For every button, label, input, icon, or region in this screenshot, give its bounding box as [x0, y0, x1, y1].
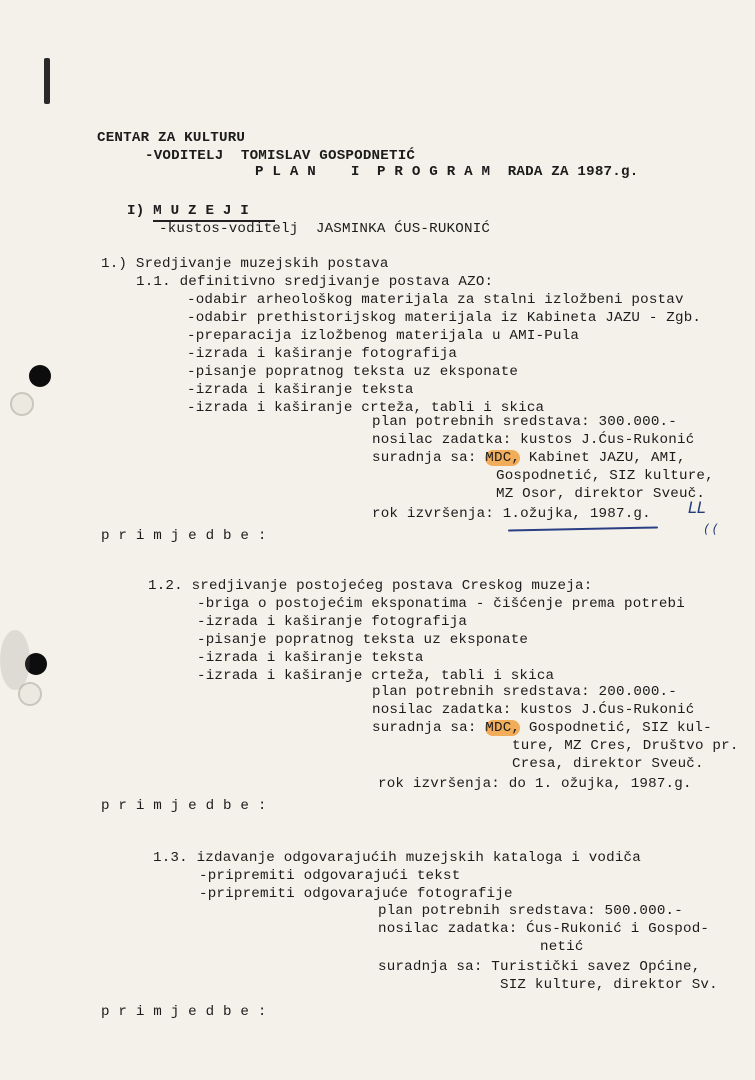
- handwritten-underline: [508, 526, 658, 531]
- subitem-title: 1.3. izdavanje odgovarajućih muzejskih kataloga i vodiča: [153, 850, 641, 866]
- budget-line: plan potrebnih sredstava: 200.000.-: [372, 684, 677, 700]
- remarks-label: p r i m j e d b e :: [101, 528, 267, 544]
- handwritten-mark: ( (: [704, 522, 718, 536]
- curator-line: -kustos-voditelj JASMINKA ĆUS-RUKONIĆ: [159, 221, 491, 237]
- task-line: -izrada i kaširanje teksta: [197, 650, 424, 666]
- punch-hole-shadow: [10, 392, 34, 416]
- remarks-label: p r i m j e d b e :: [101, 1004, 267, 1020]
- collab-line: suradnja sa: MDC, Gospodnetić, SIZ kul-: [372, 720, 712, 736]
- task-line: -preparacija izložbenog materijala u AMI-Pula: [187, 328, 580, 344]
- plan-title: P L A N I P R O G R A M RADA ZA 1987.g.: [255, 164, 639, 180]
- deadline-line: rok izvršenja: do 1. ožujka, 1987.g.: [378, 776, 692, 792]
- collab-line: Gospodnetić, SIZ kulture,: [496, 468, 714, 484]
- punch-hole: [29, 365, 51, 387]
- collab-line: suradnja sa: Turistički savez Općine,: [378, 959, 701, 975]
- task-line: -briga o postojećim eksponatima - čišćenje prema potrebi: [197, 596, 685, 612]
- mdc-highlight: MDC,: [485, 720, 521, 736]
- subitem-title: 1.1. definitivno sredjivanje postava AZO:: [136, 274, 494, 290]
- task-line: -izrada i kaširanje crteža, tabli i skica: [187, 400, 545, 416]
- collab-line: Cresa, direktor Sveuč.: [512, 756, 704, 772]
- task-line: -pripremiti odgovarajući tekst: [199, 868, 461, 884]
- collab-line: ture, MZ Cres, Društvo pr.: [512, 738, 739, 754]
- item-heading: 1.) Sredjivanje muzejskih postava: [101, 256, 389, 272]
- holder-line-cont: netić: [540, 939, 584, 955]
- org-name: CENTAR ZA KULTURU: [97, 130, 246, 146]
- task-line: -pisanje popratnog teksta uz eksponate: [197, 632, 529, 648]
- collab-line: suradnja sa: MDC, Kabinet JAZU, AMI,: [372, 450, 686, 466]
- holder-line: nosilac zadatka: Ćus-Rukonić i Gospod-: [378, 921, 710, 937]
- task-line: -izrada i kaširanje teksta: [187, 382, 414, 398]
- budget-line: plan potrebnih sredstava: 500.000.-: [378, 903, 683, 919]
- section-heading: I) M U Z E J I: [127, 203, 250, 219]
- deadline-line: rok izvršenja: 1.ožujka, 1987.g.: [372, 506, 651, 522]
- collab-line: MZ Osor, direktor Sveuč.: [496, 486, 706, 502]
- page-number-mark: [44, 58, 50, 104]
- subitem-title: 1.2. sredjivanje postojećeg postava Creskog muzeja:: [148, 578, 593, 594]
- task-line: -odabir prethistorijskog materijala iz Kabineta JAZU - Zgb.: [187, 310, 702, 326]
- mdc-highlight: MDC,: [485, 450, 521, 466]
- collab-line: SIZ kulture, direktor Sv.: [500, 977, 718, 993]
- handwritten-check: LL: [688, 498, 706, 517]
- task-line: -odabir arheološkog materijala za stalni izložbeni postav: [187, 292, 684, 308]
- section-title: M U Z E J I: [153, 203, 250, 219]
- paper-smudge: [0, 630, 30, 690]
- director-line: -VODITELJ TOMISLAV GOSPODNETIĆ: [145, 148, 416, 164]
- task-line: -izrada i kaširanje fotografija: [187, 346, 458, 362]
- budget-line: plan potrebnih sredstava: 300.000.-: [372, 414, 677, 430]
- task-line: -pisanje popratnog teksta uz eksponate: [187, 364, 519, 380]
- holder-line: nosilac zadatka: kustos J.Ćus-Rukonić: [372, 432, 695, 448]
- task-line: -pripremiti odgovarajuće fotografije: [199, 886, 513, 902]
- holder-line: nosilac zadatka: kustos J.Ćus-Rukonić: [372, 702, 695, 718]
- task-line: -izrada i kaširanje fotografija: [197, 614, 468, 630]
- remarks-label: p r i m j e d b e :: [101, 798, 267, 814]
- task-line: -izrada i kaširanje crteža, tabli i skica: [197, 668, 555, 684]
